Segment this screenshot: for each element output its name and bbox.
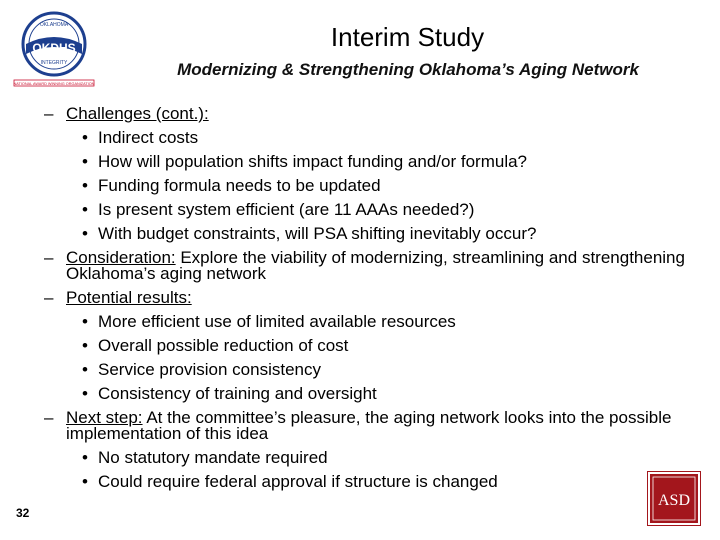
asd-logo-text: ASD [657, 492, 691, 509]
section-text: At the committee’s pleasure, the aging network looks into the possible implementation of this idea [66, 408, 672, 443]
section-next-step [44, 406, 694, 446]
bullet-text: More efficient use of limited available resources [98, 312, 456, 331]
list-item [44, 334, 694, 358]
bullet-marker: • [82, 224, 88, 243]
slide-subtitle: Modernizing & Strengthening Oklahoma’s Aging Network [177, 60, 639, 79]
bullet-marker: • [82, 312, 88, 331]
okdhs-logo-banner-text: NATIONAL AWARD WINNING ORGANIZATION [13, 81, 95, 86]
section-potential-results [44, 286, 694, 310]
dash-marker: – [44, 104, 54, 123]
bullet-text: Overall possible reduction of cost [98, 336, 349, 355]
bullet-text: Could require federal approval if structure is changed [98, 472, 498, 491]
bullet-text: No statutory mandate required [98, 448, 328, 467]
section-heading: Challenges (cont.): [66, 104, 209, 123]
list-item [44, 446, 694, 470]
section-text: Explore the viability of modernizing, streamlining and strengthening Oklahoma’s aging network [66, 248, 685, 283]
bullet-marker: • [82, 200, 88, 219]
bullet-text: How will population shifts impact funding and/or formula? [98, 152, 528, 171]
asd-logo [647, 471, 701, 526]
list-item [44, 222, 694, 246]
list-item [44, 470, 694, 494]
dash-marker: – [44, 408, 54, 427]
section-heading: Consideration: [66, 248, 176, 267]
section-heading: Potential results: [66, 288, 192, 307]
section-consideration [44, 246, 694, 286]
bullet-marker: • [82, 128, 88, 147]
list-item [44, 382, 694, 406]
list-item [44, 174, 694, 198]
bullet-text: Service provision consistency [98, 360, 321, 379]
bullet-text: Is present system efficient (are 11 AAAs needed?) [98, 200, 475, 219]
slide-title: Interim Study [330, 22, 485, 52]
bullet-marker: • [82, 336, 88, 355]
bullet-marker: • [82, 152, 88, 171]
bullet-text: With budget constraints, will PSA shifting inevitably occur? [98, 224, 537, 243]
dash-marker: – [44, 288, 54, 307]
list-item [44, 126, 694, 150]
dash-marker: – [44, 248, 54, 267]
bullet-text: Funding formula needs to be updated [98, 176, 381, 195]
bullet-marker: • [82, 360, 88, 379]
bullet-text: Indirect costs [98, 128, 199, 147]
list-item [44, 198, 694, 222]
bullet-marker: • [82, 448, 88, 467]
bullet-marker: • [82, 472, 88, 491]
bullet-marker: • [82, 384, 88, 403]
okdhs-logo-main-text: OKDHS [32, 41, 76, 55]
list-item [44, 310, 694, 334]
okdhs-logo [12, 10, 96, 92]
section-challenges [44, 102, 694, 126]
slide-content [44, 102, 694, 494]
section-heading: Next step: [66, 408, 143, 427]
okdhs-logo-top-text: OKLAHOMA [39, 22, 69, 28]
bullet-text: Consistency of training and oversight [98, 384, 377, 403]
list-item [44, 150, 694, 174]
bullet-marker: • [82, 176, 88, 195]
okdhs-logo-bottom-text: INTEGRITY [40, 60, 68, 66]
list-item [44, 358, 694, 382]
page-number: 32 [16, 506, 30, 520]
